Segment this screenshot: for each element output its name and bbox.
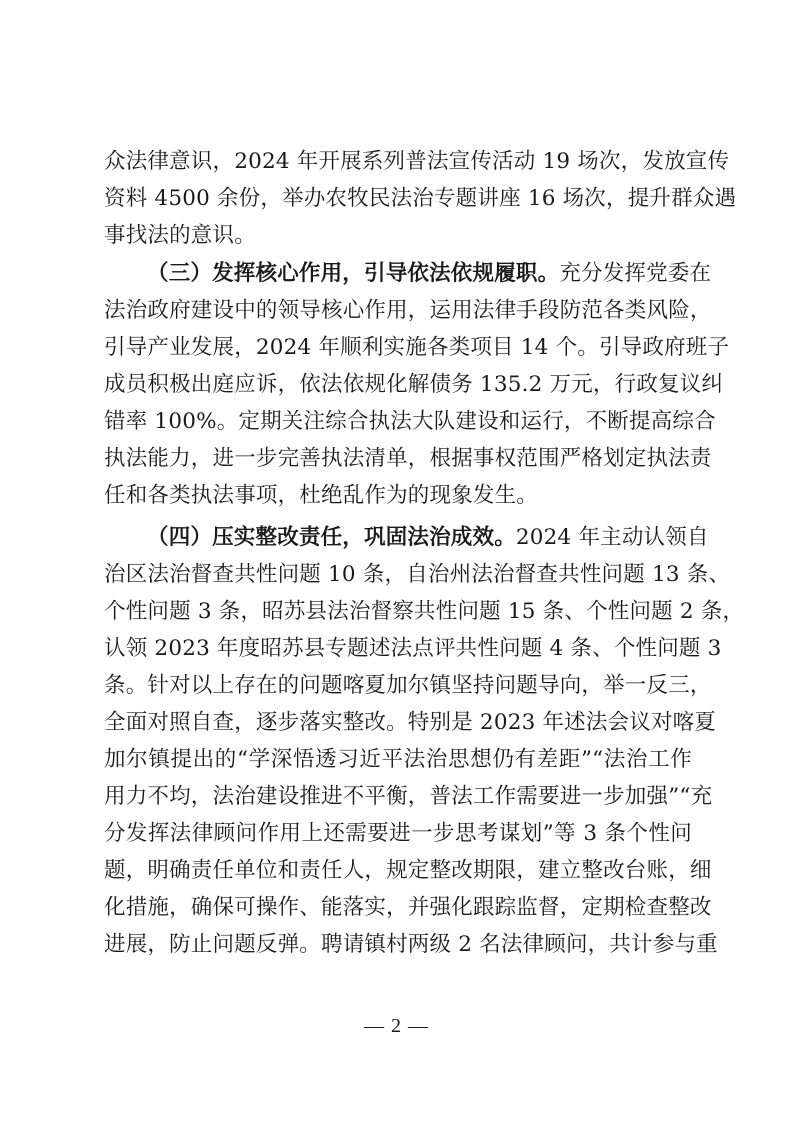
section-four-heading: （四）压实整改责任，巩固法治成效。 bbox=[147, 525, 516, 550]
text-line: 条。针对以上存在的问题喀夏加尔镇坚持问题导向，举一反三， bbox=[104, 673, 712, 698]
text-line: 治区法治督查共性问题 10 条，自治州法治督查共性问题 13 条、 bbox=[104, 562, 731, 587]
page-number: — 2 — bbox=[364, 1015, 429, 1037]
section-four-first-line-rest: 2024 年主动认领自 bbox=[515, 525, 709, 550]
text-line: 事找法的意识。 bbox=[104, 223, 256, 248]
text-line: 用力不均，法治建设推进不平衡，普法工作需要进一步加强”“充 bbox=[104, 784, 713, 809]
text-line: 众法律意识，2024 年开展系列普法宣传活动 19 场次，发放宣传 bbox=[104, 149, 730, 174]
text-line: 引导产业发展，2024 年顺利实施各类项目 14 个。引导政府班子 bbox=[104, 335, 730, 360]
text-line: 化措施，确保可操作、能落实，并强化跟踪监督，定期检查整改 bbox=[104, 895, 712, 920]
section-three-first-line bbox=[104, 255, 712, 292]
paragraph-section-four bbox=[104, 519, 745, 963]
text-line: 资料 4500 余份，举办农牧民法治专题讲座 16 场次，提升群众遇 bbox=[104, 186, 737, 211]
text-line: 任和各类执法事项，杜绝乱作为的现象发生。 bbox=[104, 483, 539, 508]
text-line: 法治政府建设中的领导核心作用，运用法律手段防范各类风险， bbox=[104, 298, 712, 323]
paragraph-section-three bbox=[104, 255, 730, 514]
section-four-first-line bbox=[104, 519, 709, 556]
paragraph-legal-awareness bbox=[104, 143, 737, 254]
text-line: 执法能力，进一步完善执法清单，根据事权范围严格划定执法责 bbox=[104, 446, 712, 471]
text-line: 分发挥法律顾问作用上还需要进一步思考谋划”等 3 条个性问 bbox=[104, 821, 692, 846]
text-line: 加尔镇提出的“学深悟透习近平法治思想仍有差距”“法治工作 bbox=[104, 747, 692, 772]
text-line: 成员积极出庭应诉，依法依规化解债务 135.2 万元，行政复议纠 bbox=[104, 372, 724, 397]
text-line: 个性问题 3 条，昭苏县法治督察共性问题 15 条、个性问题 2 条， bbox=[104, 599, 745, 624]
text-line: 认领 2023 年度昭苏县专题述法点评共性问题 4 条、个性问题 3 bbox=[104, 636, 722, 661]
section-three-heading: （三）发挥核心作用，引导依法依规履职。 bbox=[147, 261, 560, 286]
text-line: 错率 100%。定期关注综合执法大队建设和运行，不断提高综合 bbox=[104, 409, 716, 434]
section-three-first-line-rest: 充分发挥党委在 bbox=[559, 261, 712, 286]
text-line: 进展，防止问题反弹。聘请镇村两级 2 名法律顾问，共计参与重 bbox=[104, 932, 718, 957]
text-line: 全面对照自查，逐步落实整改。特别是 2023 年述法会议对喀夏 bbox=[104, 710, 717, 735]
text-line: 题，明确责任单位和责任人，规定整改期限，建立整改台账，细 bbox=[104, 858, 712, 883]
